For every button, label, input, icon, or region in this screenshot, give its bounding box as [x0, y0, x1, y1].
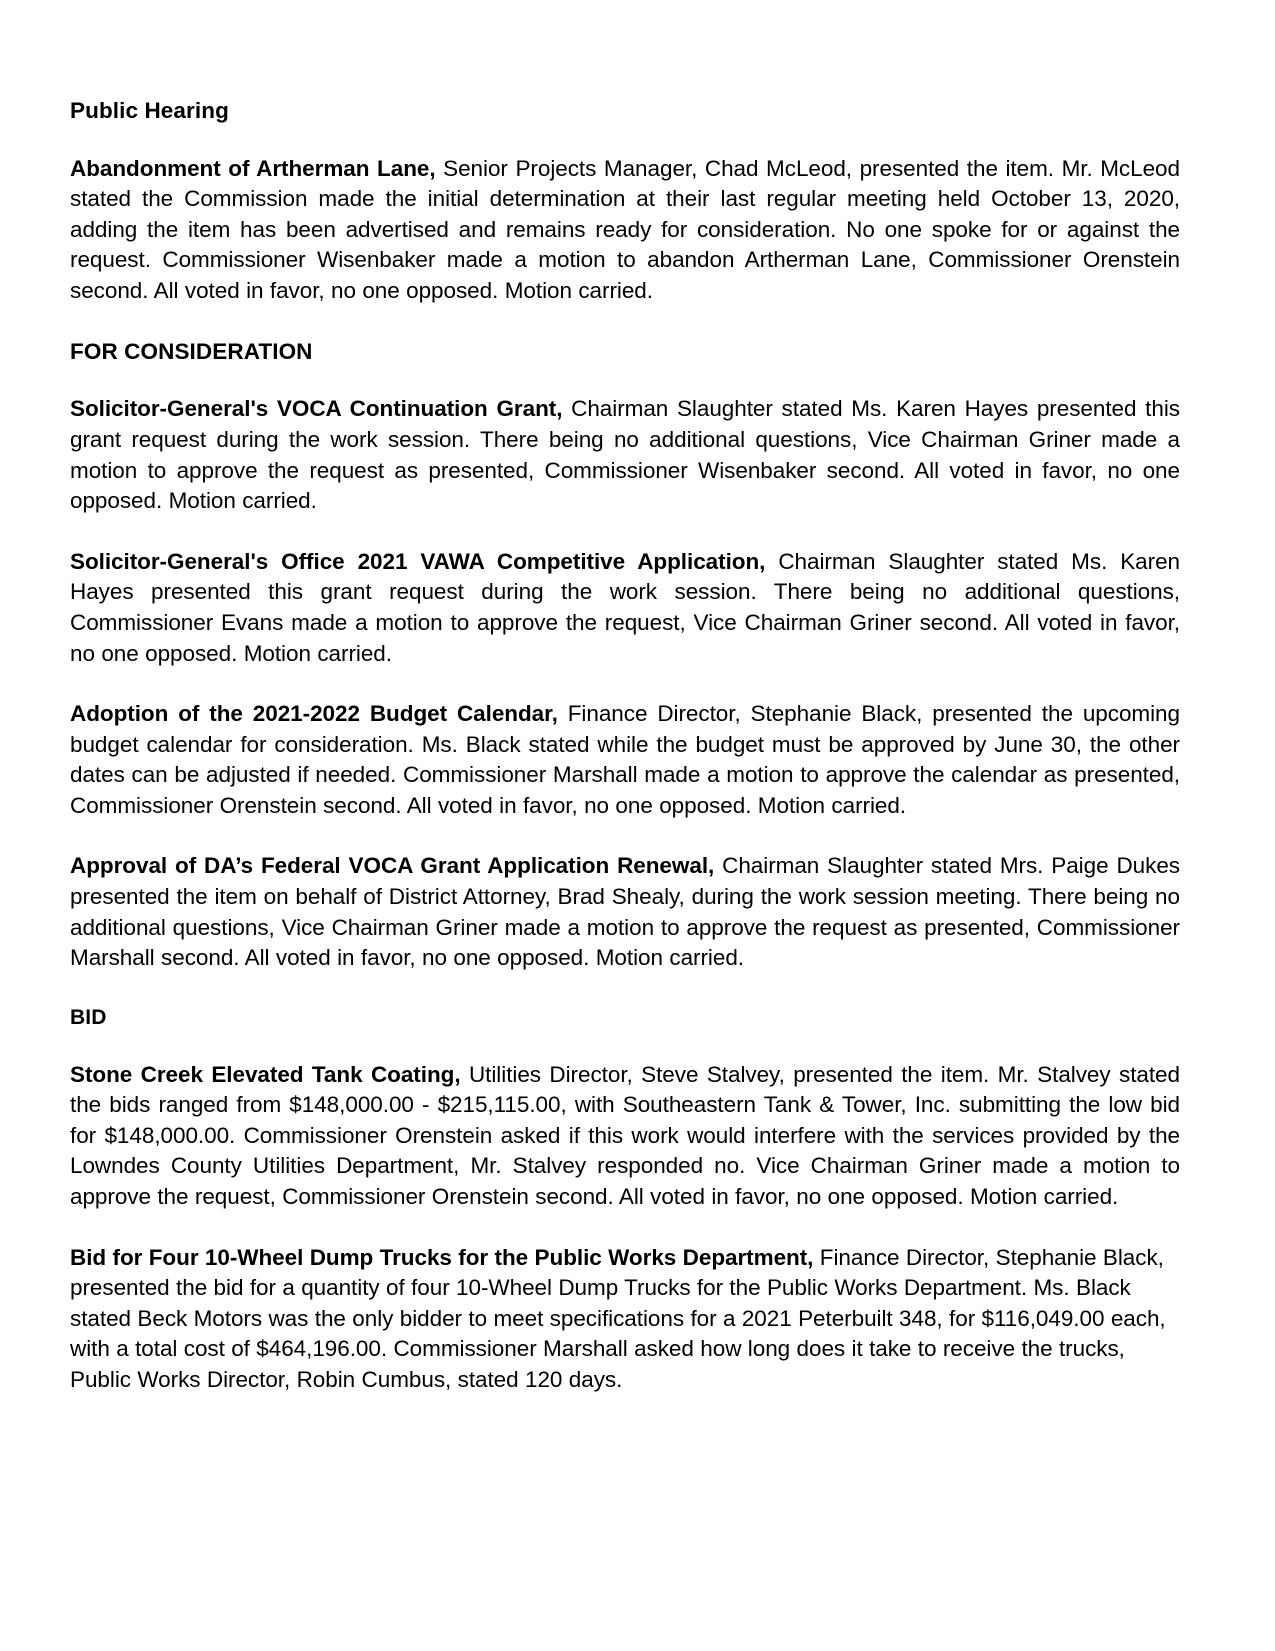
paragraph-text: Finance Director, Stephanie Black, presented the upcoming budget calendar for consideration. Ms. Black stated while the budget must be approved by June 30, the other dates can be adjusted if needed. Commissioner Marshall made a motion to approve the calendar as presented, Commissioner Orenstein second. All voted in favor, no one opposed. Motion carried.: [70, 701, 1180, 818]
spacer: [70, 974, 1180, 1004]
spacer: [70, 366, 1180, 394]
heading-for-consideration: FOR CONSIDERATION: [70, 338, 313, 364]
paragraph-voca-continuation-grant: [70, 394, 1180, 516]
paragraph-text: Chairman Slaughter stated Ms. Karen Hayes presented this grant request during the work session. There being no additional questions, Commissioner Evans made a motion to approve the request, Vice Chairman Griner second. All voted in favor, no one opposed. Motion carried.: [70, 548, 1181, 666]
paragraph-da-federal-voca-renewal: [70, 851, 1180, 973]
paragraph-lead-in: Approval of DA’s Federal VOCA Grant Application Renewal,: [70, 853, 715, 879]
spacer: [70, 126, 1180, 154]
spacer: [70, 517, 1180, 547]
paragraph-vawa-competitive-application: [70, 547, 1180, 669]
spacer: [70, 821, 1180, 851]
paragraph-text: Finance Director, Stephanie Black, presented the bid for a quantity of four 10-Wheel Dump Trucks for the Public Works Department. Ms. Black stated Beck Motors was the only bidder to meet specifications for a 2021 Peterbuilt 348, for $116,049.00 each, with a total cost of $464,196.00. Commissioner Marshall asked how long does it take to receive the trucks, Public Works Director, Robin Cumbus, stated 120 days.: [70, 1244, 1166, 1392]
paragraph-lead-in: Solicitor-General's VOCA Continuation Grant,: [70, 396, 563, 422]
paragraph-lead-in: Adoption of the 2021-2022 Budget Calendar,: [70, 701, 558, 727]
paragraph-lead-in: Stone Creek Elevated Tank Coating,: [70, 1061, 461, 1087]
paragraph-text: Chairman Slaughter stated Ms. Karen Hayes presented this grant request during the work session. There being no additional questions, Vice Chairman Griner made a motion to approve the request as presented, Commissioner Wisenbaker second. All voted in favor, no one opposed. Motion carried.: [70, 396, 1180, 514]
spacer: [70, 307, 1180, 337]
paragraph-lead-in: Bid for Four 10-Wheel Dump Trucks for the Public Works Department,: [70, 1244, 814, 1270]
paragraph-lead-in: Abandonment of Artherman Lane,: [70, 155, 436, 181]
paragraph-lead-in: Solicitor-General's Office 2021 VAWA Competitive Application,: [70, 548, 766, 574]
heading-public-hearing: Public Hearing: [70, 98, 229, 123]
paragraph-bid-dump-trucks: [70, 1243, 1180, 1396]
paragraph-budget-calendar: [70, 699, 1180, 821]
heading-bid: BID: [70, 1005, 107, 1029]
paragraph-text: Utilities Director, Steve Stalvey, presented the item. Mr. Stalvey stated the bids ranged from $148,000.00 - $215,115.00, with Southeastern Tank & Tower, Inc. submitting the low bid for $148,000.00. Commissioner Orenstein asked if this work would interfere with the services provided by the Lowndes County Utilities Department, Mr. Stalvey responded no. Vice Chairman Griner made a motion to approve the request, Commissioner Orenstein second. All voted in favor, no one opposed. Motion carried.: [70, 1061, 1180, 1209]
spacer: [70, 669, 1180, 699]
paragraph-abandonment-artherman-lane: [70, 154, 1180, 307]
paragraph-text: Chairman Slaughter stated Mrs. Paige Dukes presented the item on behalf of District Attorney, Brad Shealy, during the work session meeting. There being no additional questions, Vice Chairman Griner made a motion to approve the request as presented, Commissioner Marshall second. All voted in favor, no one opposed. Motion carried.: [70, 853, 1180, 971]
document-body: [70, 96, 1180, 1396]
spacer: [70, 1032, 1180, 1060]
spacer: [70, 1213, 1180, 1243]
paragraph-stone-creek-tank-coating: [70, 1060, 1180, 1213]
paragraph-text: Senior Projects Manager, Chad McLeod, presented the item. Mr. McLeod stated the Commission made the initial determination at their last regular meeting held October 13, 2020, adding the item has been advertised and remains ready for consideration. No one spoke for or against the request. Commissioner Wisenbaker made a motion to abandon Artherman Lane, Commissioner Orenstein second. All voted in favor, no one opposed. Motion carried.: [70, 155, 1180, 304]
